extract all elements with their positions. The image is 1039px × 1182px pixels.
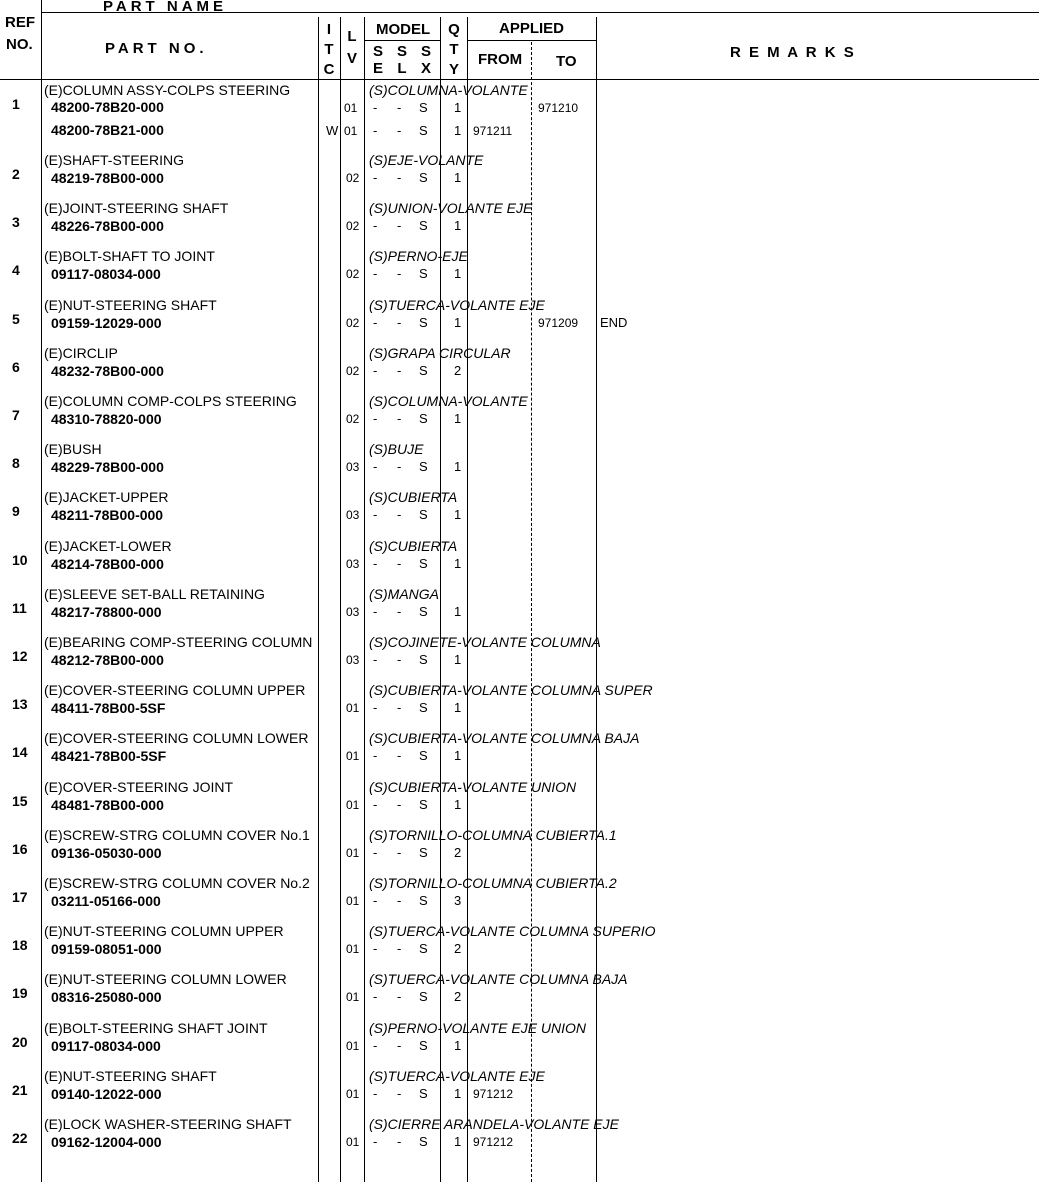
model-sx: S: [419, 314, 428, 330]
quantity: 2: [454, 844, 462, 860]
header-part-no: PART NO.: [105, 40, 208, 57]
model-sx: S: [419, 218, 428, 234]
model-sl: -: [397, 652, 402, 667]
part-name-english: (E)COLUMN ASSY-COLPS STEERING: [44, 82, 291, 98]
header-model-cols: S E S L S X: [372, 43, 431, 77]
ref-number: 19: [12, 985, 28, 1002]
part-name-spanish: (S)COLUMNA-VOLANTE: [369, 82, 528, 98]
quantity: 1: [454, 100, 462, 115]
model-se: -: [373, 700, 378, 716]
model-sx: S: [419, 844, 428, 860]
part-name-english: (E)NUT-STEERING SHAFT: [44, 1067, 217, 1084]
quantity: 1: [454, 218, 462, 234]
model-se: -: [373, 123, 378, 138]
model-sl: -: [397, 748, 402, 764]
itc-code: W: [326, 123, 339, 138]
quantity: 1: [454, 603, 462, 619]
quantity: 1: [454, 459, 462, 475]
model-sx: S: [419, 603, 428, 619]
part-number: 09117-08034-000: [51, 1037, 161, 1054]
level: 03: [346, 653, 360, 667]
quantity: 1: [454, 796, 462, 812]
part-number: 48229-78B00-000: [51, 459, 164, 476]
ref-number: 22: [12, 1130, 28, 1146]
model-sx: S: [419, 1134, 428, 1149]
ref-number: 17: [12, 889, 28, 905]
header-applied: APPLIED: [499, 20, 565, 37]
level: 01: [344, 124, 358, 138]
part-name-spanish: (S)TUERCA-VOLANTE EJE: [369, 1067, 545, 1084]
part-name-spanish: (S)PERNO-EJE: [369, 248, 468, 265]
model-sl: -: [397, 603, 402, 619]
part-name-spanish: (S)EJE-VOLANTE: [369, 152, 484, 168]
ref-number: 18: [12, 937, 28, 954]
ref-number: 5: [12, 310, 20, 327]
model-sl: -: [397, 459, 402, 475]
applied-to: 971210: [538, 101, 579, 115]
ref-number: 2: [12, 166, 20, 182]
part-name-spanish: (S)CIERRE ARANDELA-VOLANTE EJE: [369, 1116, 619, 1132]
model-se: -: [373, 941, 378, 957]
applied-header-rule: [467, 40, 596, 41]
model-se: -: [373, 989, 378, 1005]
quantity: 3: [454, 893, 462, 908]
quantity: 1: [454, 314, 462, 330]
part-name-english: (E)BEARING COMP-STEERING COLUMN: [44, 634, 313, 650]
part-name-spanish: (S)PERNO-VOLANTE EJE UNION: [369, 1019, 587, 1036]
model-sx: S: [419, 100, 428, 115]
quantity: 2: [454, 941, 462, 957]
part-name-english: (E)COLUMN COMP-COLPS STEERING: [44, 393, 297, 409]
col-divider-itc: [318, 17, 319, 1182]
model-sx: S: [419, 362, 428, 378]
model-se: -: [373, 1037, 378, 1053]
col-divider-ref: [41, 0, 42, 1182]
level: 01: [346, 701, 360, 716]
level: 02: [346, 412, 360, 426]
part-number: 48211-78B00-000: [51, 507, 164, 524]
part-number: 48219-78B00-000: [51, 170, 164, 186]
part-name-english: (E)SCREW-STRG COLUMN COVER No.2: [44, 875, 310, 891]
ref-number: 13: [12, 696, 28, 713]
header-lv: L V: [346, 28, 357, 67]
model-se: -: [373, 507, 378, 523]
model-sx: S: [419, 748, 428, 764]
level: 01: [346, 894, 360, 908]
part-name-english: (E)LOCK WASHER-STEERING SHAFT: [44, 1116, 292, 1132]
model-se: -: [373, 1085, 378, 1101]
level: 01: [346, 942, 360, 957]
part-name-spanish: (S)CUBIERTA: [369, 537, 458, 554]
model-se: -: [373, 170, 378, 185]
part-name-english: (E)BOLT-STEERING SHAFT JOINT: [44, 1019, 268, 1036]
level: 01: [346, 845, 360, 860]
level: 01: [346, 990, 360, 1005]
quantity: 1: [454, 748, 462, 764]
model-sl: -: [397, 266, 402, 282]
part-name-spanish: (S)TORNILLO-COLUMNA CUBIERTA.2: [369, 875, 617, 891]
applied-from: 971211: [473, 124, 513, 138]
part-name-english: (E)JACKET-LOWER: [44, 537, 172, 554]
header-from: FROM: [478, 51, 523, 68]
part-number: 09162-12004-000: [51, 1134, 162, 1150]
part-name-english: (E)SLEEVE SET-BALL RETAINING: [44, 585, 265, 602]
ref-number: 15: [12, 792, 28, 809]
model-sl: -: [397, 507, 402, 523]
quantity: 1: [454, 1037, 462, 1053]
part-number: 48217-78800-000: [51, 603, 162, 620]
part-number: 48214-78B00-000: [51, 555, 164, 572]
level: 02: [346, 171, 360, 185]
part-number: 48310-78820-000: [51, 411, 162, 427]
model-se: -: [373, 218, 378, 234]
part-name-spanish: (S)TORNILLO-COLUMNA CUBIERTA.1: [369, 826, 617, 843]
header-to: TO: [556, 53, 577, 70]
quantity: 1: [454, 123, 462, 138]
level: 01: [344, 101, 358, 115]
part-name-english: (E)JOINT-STEERING SHAFT: [44, 200, 229, 217]
model-se: -: [373, 459, 378, 475]
model-se: -: [373, 362, 378, 378]
quantity: 1: [454, 266, 462, 282]
quantity: 1: [454, 652, 462, 667]
model-sl: -: [397, 1037, 402, 1053]
model-sl: -: [397, 893, 402, 908]
part-name-english: (E)NUT-STEERING COLUMN LOWER: [44, 971, 287, 988]
part-number: 48232-78B00-000: [51, 362, 164, 379]
ref-number: 20: [12, 1033, 28, 1050]
col-divider-remarks: [596, 17, 597, 1182]
model-sx: S: [419, 893, 428, 908]
model-se: -: [373, 1134, 378, 1149]
model-sx: S: [419, 170, 428, 185]
model-sx: S: [419, 123, 428, 138]
ref-number: 12: [12, 648, 28, 664]
model-sl: -: [397, 941, 402, 957]
ref-number: 3: [12, 214, 20, 231]
level: 02: [346, 363, 360, 378]
remarks: END: [600, 314, 628, 330]
level: 01: [346, 797, 360, 812]
quantity: 2: [454, 362, 462, 378]
model-se: -: [373, 844, 378, 860]
part-name-english: (E)NUT-STEERING COLUMN UPPER: [44, 923, 284, 940]
level: 02: [346, 219, 360, 234]
model-sl: -: [397, 700, 402, 716]
model-sl: -: [397, 362, 402, 378]
header-ref: REF: [5, 14, 35, 31]
ref-number: 4: [12, 262, 20, 279]
level: 01: [346, 1135, 360, 1149]
header-qty: Q T Y: [448, 21, 460, 78]
header-no: NO.: [6, 36, 33, 53]
part-number: 08316-25080-000: [51, 989, 162, 1006]
col-divider-lv: [340, 17, 341, 1182]
col-divider-applied: [467, 17, 468, 1182]
model-sx: S: [419, 555, 428, 571]
level: 01: [346, 1086, 360, 1101]
part-number: 48200-78B20-000: [51, 99, 164, 115]
quantity: 1: [454, 700, 462, 716]
part-number: 48200-78B21-000: [51, 122, 164, 138]
ref-number: 8: [12, 455, 20, 472]
quantity: 1: [454, 1085, 462, 1101]
part-name-spanish: (S)BUJE: [369, 441, 424, 458]
part-name-english: (E)SHAFT-STEERING: [44, 152, 185, 168]
model-sl: -: [397, 123, 402, 138]
model-sl: -: [397, 100, 402, 115]
part-number: 09159-12029-000: [51, 314, 162, 331]
model-se: -: [373, 411, 378, 426]
model-se: -: [373, 555, 378, 571]
applied-from: 971212: [473, 1086, 514, 1101]
level: 01: [346, 1038, 360, 1053]
part-name-spanish: (S)TUERCA-VOLANTE EJE: [369, 296, 545, 313]
part-number: 09140-12022-000: [51, 1085, 162, 1102]
part-name-spanish: (S)CUBIERTA: [369, 489, 458, 506]
ref-number: 1: [12, 96, 20, 112]
model-se: -: [373, 314, 378, 330]
model-sx: S: [419, 652, 428, 667]
model-sl: -: [397, 218, 402, 234]
applied-to: 971209: [538, 315, 579, 330]
model-sl: -: [397, 1134, 402, 1149]
ref-number: 21: [12, 1081, 28, 1098]
model-sx: S: [419, 796, 428, 812]
part-name-spanish: (S)COJINETE-VOLANTE COLUMNA: [369, 634, 601, 650]
model-sx: S: [419, 507, 428, 523]
part-number: 09159-08051-000: [51, 941, 162, 958]
model-sl: -: [397, 844, 402, 860]
part-number: 09136-05030-000: [51, 844, 162, 861]
part-name-spanish: (S)CUBIERTA-VOLANTE COLUMNA BAJA: [369, 730, 640, 747]
level: 02: [346, 315, 360, 330]
part-number: 48212-78B00-000: [51, 652, 164, 668]
part-number: 03211-05166-000: [51, 893, 161, 909]
model-sl: -: [397, 989, 402, 1005]
part-name-english: (E)NUT-STEERING SHAFT: [44, 296, 217, 313]
part-number: 09117-08034-000: [51, 266, 161, 283]
part-name-spanish: (S)TUERCA-VOLANTE COLUMNA BAJA: [369, 971, 628, 988]
col-divider-model: [364, 17, 365, 1182]
model-sx: S: [419, 941, 428, 957]
quantity: 1: [454, 507, 462, 523]
level: 02: [346, 267, 360, 282]
part-name-spanish: (S)UNION-VOLANTE EJE: [369, 200, 533, 217]
part-name-spanish: (S)GRAPA CIRCULAR: [369, 344, 511, 361]
model-se: -: [373, 603, 378, 619]
ref-number: 7: [12, 407, 20, 423]
model-sx: S: [419, 459, 428, 475]
part-name-spanish: (S)MANGA: [369, 585, 439, 602]
model-se: -: [373, 893, 378, 908]
applied-from: 971212: [473, 1135, 514, 1149]
model-se: -: [373, 266, 378, 282]
col-divider-qty: [440, 17, 441, 1182]
model-sx: S: [419, 411, 428, 426]
model-sl: -: [397, 314, 402, 330]
model-sx: S: [419, 1037, 428, 1053]
quantity: 2: [454, 989, 462, 1005]
model-sx: S: [419, 1085, 428, 1101]
header-part-name: PART NAME: [103, 0, 228, 15]
model-sl: -: [397, 796, 402, 812]
model-header-rule: [364, 40, 440, 41]
quantity: 1: [454, 1134, 462, 1149]
model-sl: -: [397, 555, 402, 571]
part-name-english: (E)JACKET-UPPER: [44, 489, 169, 506]
part-name-english: (E)COVER-STEERING COLUMN LOWER: [44, 730, 309, 747]
ref-number: 6: [12, 358, 20, 375]
model-se: -: [373, 796, 378, 812]
part-name-spanish: (S)COLUMNA-VOLANTE: [369, 393, 528, 409]
quantity: 1: [454, 170, 462, 185]
ref-number: 16: [12, 840, 28, 857]
header-itc: I T C: [323, 21, 335, 78]
ref-number: 9: [12, 503, 20, 520]
part-name-spanish: (S)CUBIERTA-VOLANTE UNION: [369, 778, 577, 795]
part-name-spanish: (S)TUERCA-VOLANTE COLUMNA SUPERIO: [369, 923, 656, 940]
ref-number: 11: [12, 599, 27, 616]
model-sx: S: [419, 266, 428, 282]
model-sx: S: [419, 700, 428, 716]
ref-number: 14: [12, 744, 28, 761]
level: 03: [346, 556, 360, 571]
model-se: -: [373, 100, 378, 115]
model-sx: S: [419, 989, 428, 1005]
part-number: 48481-78B00-000: [51, 796, 164, 813]
level: 03: [346, 604, 360, 619]
model-sl: -: [397, 411, 402, 426]
part-number: 48226-78B00-000: [51, 218, 164, 235]
level: 03: [346, 508, 360, 523]
part-number: 48421-78B00-5SF: [51, 748, 167, 765]
part-name-english: (E)SCREW-STRG COLUMN COVER No.1: [44, 826, 310, 843]
model-sl: -: [397, 1085, 402, 1101]
ref-number: 10: [12, 551, 28, 568]
part-name-english: (E)COVER-STEERING JOINT: [44, 778, 234, 795]
part-name-english: (E)BUSH: [44, 441, 102, 458]
quantity: 1: [454, 411, 462, 426]
header-remarks: R E M A R K S: [730, 44, 856, 61]
model-sl: -: [397, 170, 402, 185]
model-se: -: [373, 748, 378, 764]
part-number: 48411-78B00-5SF: [51, 700, 166, 717]
level: 03: [346, 460, 360, 475]
model-se: -: [373, 652, 378, 667]
level: 01: [346, 749, 360, 764]
quantity: 1: [454, 555, 462, 571]
part-name-english: (E)BOLT-SHAFT TO JOINT: [44, 248, 215, 265]
part-name-spanish: (S)CUBIERTA-VOLANTE COLUMNA SUPER: [369, 682, 653, 699]
header-model: MODEL: [376, 21, 431, 38]
part-name-english: (E)CIRCLIP: [44, 344, 118, 361]
part-name-english: (E)COVER-STEERING COLUMN UPPER: [44, 682, 306, 699]
header-bottom-rule: [0, 79, 1039, 80]
